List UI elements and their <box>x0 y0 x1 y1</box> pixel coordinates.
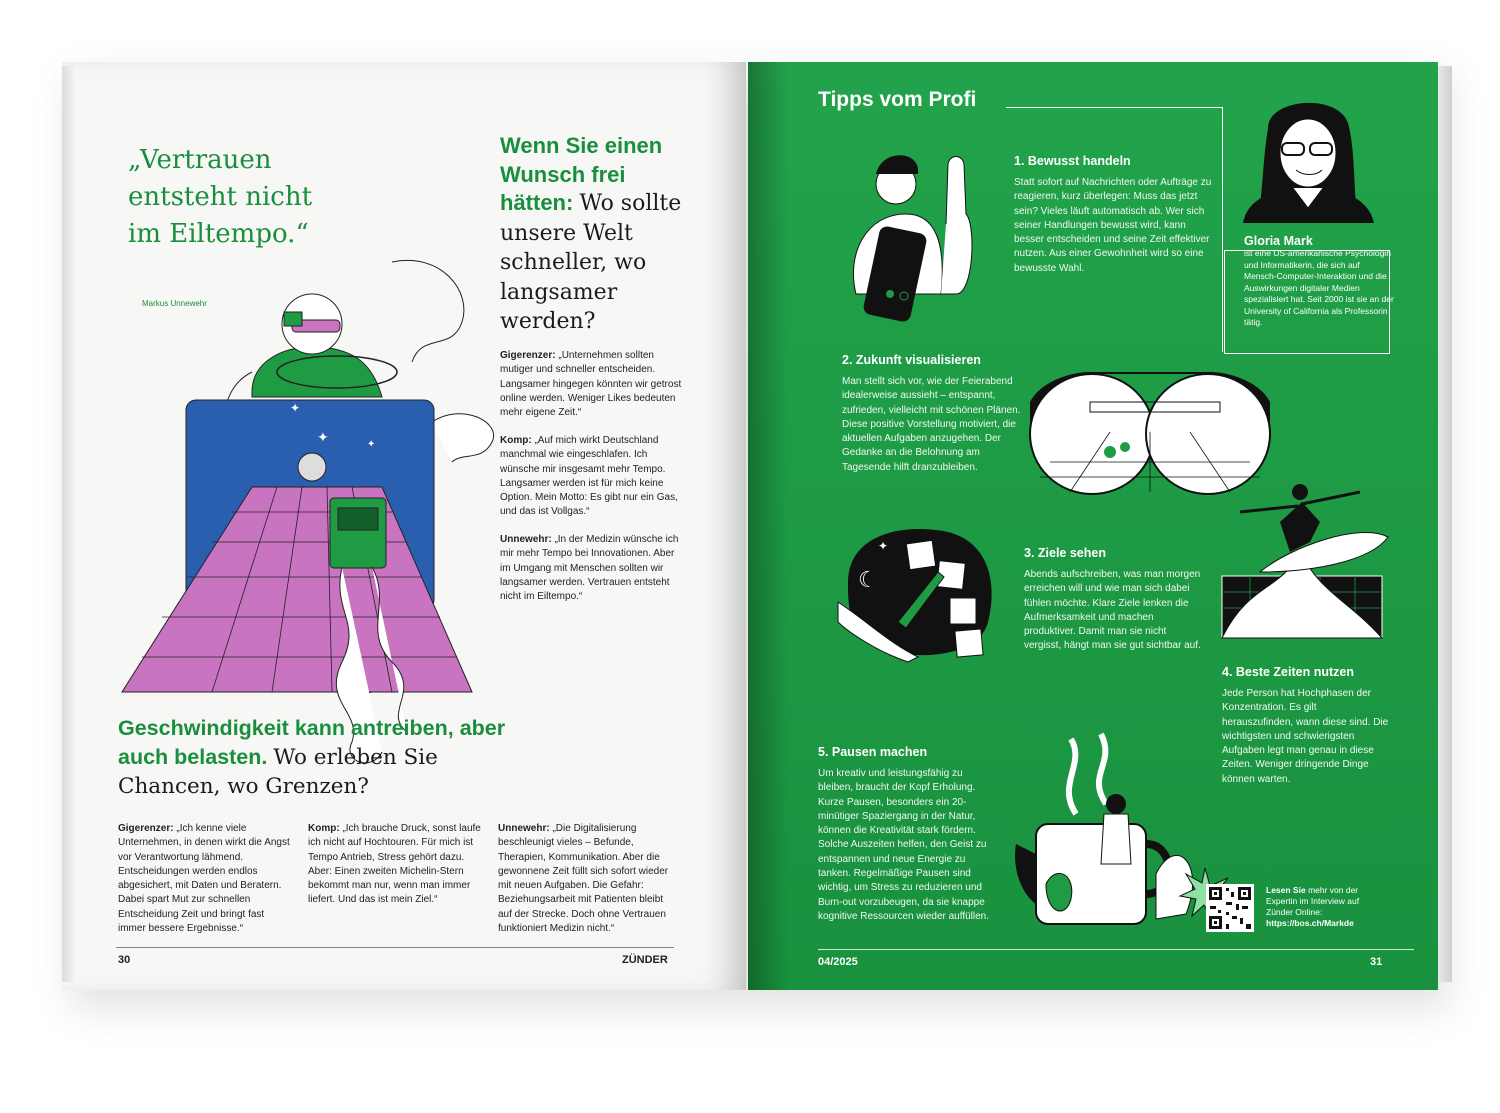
answer-1-unnewehr <box>500 533 685 604</box>
title-frame-line-vertical <box>1222 107 1223 352</box>
footer-rule <box>116 947 674 948</box>
tip-2-heading: 2. Zukunft visualisieren <box>842 353 981 367</box>
answer-text: „Auf mich wirkt Deutschland manchmal wie eingeschlafen. Ich wünsche mir insgesamt mehr Tempo. Langsamer werden ist für mich keine Option. Mein Motto: Es gibt nur ein Gas, und das ist Vollgas.“ <box>500 435 678 518</box>
answer-text: „In der Medizin wünsche ich mir mehr Tempo bei Innovationen. Aber im Umgang mit Menschen sollten wir langsamer werden. Vertrauen entsteht nicht im Eiltempo.“ <box>500 534 679 603</box>
tip-3-heading: 3. Ziele sehen <box>1024 546 1106 560</box>
answer-2-komp <box>308 822 483 908</box>
page-edge-right <box>1438 66 1452 982</box>
answer-1-komp <box>500 434 685 520</box>
expert-bio: ist eine US-amerikanische Psychologin und Informatikerin, die sich auf Mensch-Computer-Interaktion und die Auswirkungen digitaler Medien spezialisiert hat. Seit 2000 ist sie an der University of California als Professorin tätig. <box>1244 248 1394 327</box>
notes-night-illustration <box>838 522 998 662</box>
footer-rule-right <box>818 949 1414 950</box>
speaker-label: Gigerenzer: <box>118 823 174 834</box>
question-1 <box>500 132 700 337</box>
question-1-rest: Wo sollte unsere Welt schneller, wo langsamer werden? <box>500 191 682 334</box>
answer-1-gigerenzer <box>500 349 685 420</box>
answer-text: „Unternehmen sollten mutiger und schneller entscheiden. Langsamer hingegen könnten wir getrost online werden. Weniger Likes bedeuten mehr eigene Zeit.“ <box>500 350 682 419</box>
page-number-right: 31 <box>1370 956 1383 968</box>
expert-portrait <box>1238 88 1378 223</box>
qr-lead: Lesen Sie <box>1266 885 1306 895</box>
speaker-label: Unnewehr: <box>500 534 552 545</box>
answer-text: „Ich kenne viele Unternehmen, in denen wirkt die Angst vor Verantwortung lähmend. Entscheidungen werden endlos abgesichert, mit Daten und Beratern. Dabei spart Mut zur schnellen Entscheidung Zeit und bringt fast immer bessere Ergebnisse.“ <box>118 823 290 935</box>
tip-5-heading: 5. Pausen machen <box>818 745 928 759</box>
section-title: Tipps vom Profi <box>818 88 977 111</box>
surfer-illustration <box>1220 482 1390 642</box>
question-2-bold: Geschwindigkeit kann antreiben, aber auch belasten. <box>118 716 506 769</box>
right-page <box>748 62 1438 990</box>
answer-text: „Ich brauche Druck, sonst laufe ich nicht auf Hochtouren. Für mich ist Tempo Antrieb, Stress gehört dazu. Aber: Einen zweiten Michelin-Stern bekommt man nur, wenn man immer liefert. Und das ist mein Ziel.“ <box>308 823 481 906</box>
speaker-label: Komp: <box>500 435 532 446</box>
title-frame-line <box>1006 107 1222 108</box>
tip-3-text: Abends aufschreiben, was man morgen erreichen will und wie man sich dabei fühlen möchte. Klare Ziele lenken die Aufmerksamkeit und machen produktiver. Damit man sie nicht vergisst, hängt man sie gut sichtbar auf. <box>1024 569 1201 652</box>
qr-note <box>1266 885 1386 929</box>
left-page <box>62 62 746 990</box>
question-1-bold: Wenn Sie einen Wunsch frei hätten: <box>500 133 663 215</box>
pull-quote: „Vertrauen entsteht nicht im Eiltempo.“ <box>128 145 313 249</box>
qr-code-icon[interactable] <box>1206 884 1254 932</box>
quote-author: Markus Unnewehr <box>142 299 207 308</box>
expert-name: Gloria Mark <box>1244 234 1313 248</box>
cup-relax-illustration <box>1016 734 1186 934</box>
issue-number: 04/2025 <box>818 956 858 968</box>
speaker-label: Komp: <box>308 823 340 834</box>
tip-4-heading: 4. Beste Zeiten nutzen <box>1222 665 1354 679</box>
speaker-label: Gigerenzer: <box>500 350 556 361</box>
tip-4-text: Jede Person hat Hochphasen der Konzentration. Es gilt herauszufinden, wann diese sind. Die wichtigsten und schwierigsten Aufgaben legt man genau in diese Zeiten. Weniger dringende Dinge können warten. <box>1222 688 1389 785</box>
page-number-left: 30 <box>118 954 131 966</box>
answer-text: „Die Digitalisierung beschleunigt vieles – Befunde, Therapien, Kommunikation. Aber die gewonnene Zeit füllt sich sofort wieder mit neuen Aufgaben. Die Gefahr: Beziehungsarbeit mit Patienten bleibt auf der Strecke. Doch ohne Vertrauen funktioniert Medizin nicht.“ <box>498 823 669 935</box>
tip-5-text: Um kreativ und leistungsfähig zu bleiben, braucht der Kopf Erholung. Kurze Pausen, besonders ein 20-minütiger Spaziergang in der Natur, können die Kreativität stark fördern. Solche Auszeiten helfen, den Geist zu entspannen und neue Energie zu tanken. Regelmäßige Pausen sind wichtig, um Stress zu reduzieren und Burn-out vorzubeugen, da sie knappe kognitive Ressourcen wieder auffüllen. <box>818 768 990 922</box>
svg-text:✦: ✦ <box>878 539 889 553</box>
tip-1-heading: 1. Bewusst handeln <box>1014 154 1131 168</box>
qr-text: mehr von der Expertin im Interview auf Zünder Online: <box>1266 885 1360 917</box>
question-2-rest: Wo erleben Sie Chancen, wo Grenzen? <box>118 744 438 799</box>
svg-text:✦: ✦ <box>367 439 376 450</box>
svg-text:✦: ✦ <box>317 429 329 445</box>
qr-link[interactable]: https://bos.ch/Markde <box>1266 918 1354 928</box>
answer-2-gigerenzer <box>118 822 293 936</box>
tip-1-text: Statt sofort auf Nachrichten oder Aufträge zu reagieren, kurz überlegen: Muss das jetzt sein? Vieles läuft automatisch ab. Wer sich seiner Handlungen bewusst wird, kann besser entscheiden und seine Zeit effektiver nutzen. Aus einer Gewohnheit wird so eine bewusste Wahl. <box>1014 177 1212 274</box>
speaker-label: Unnewehr: <box>498 823 550 834</box>
svg-text:✦: ✦ <box>290 401 301 415</box>
answer-2-unnewehr <box>498 822 673 936</box>
question-2 <box>118 714 538 802</box>
phone-hand-illustration <box>846 144 986 324</box>
svg-text:☾: ☾ <box>858 567 878 592</box>
page-edge-left <box>62 66 74 982</box>
tip-2-text: Man stellt sich vor, wie der Feierabend idealerweise aussieht – entspannt, zufrieden, vielleicht mit schönen Plänen. Diese positive Vorstellung motiviert, die aktuellen Aufgaben anzugehen. Der Gedanke an die Belohnung am Tagesende hilft dranzubleiben. <box>842 376 1021 473</box>
brand-logo-text: ZÜNDER <box>622 954 668 966</box>
